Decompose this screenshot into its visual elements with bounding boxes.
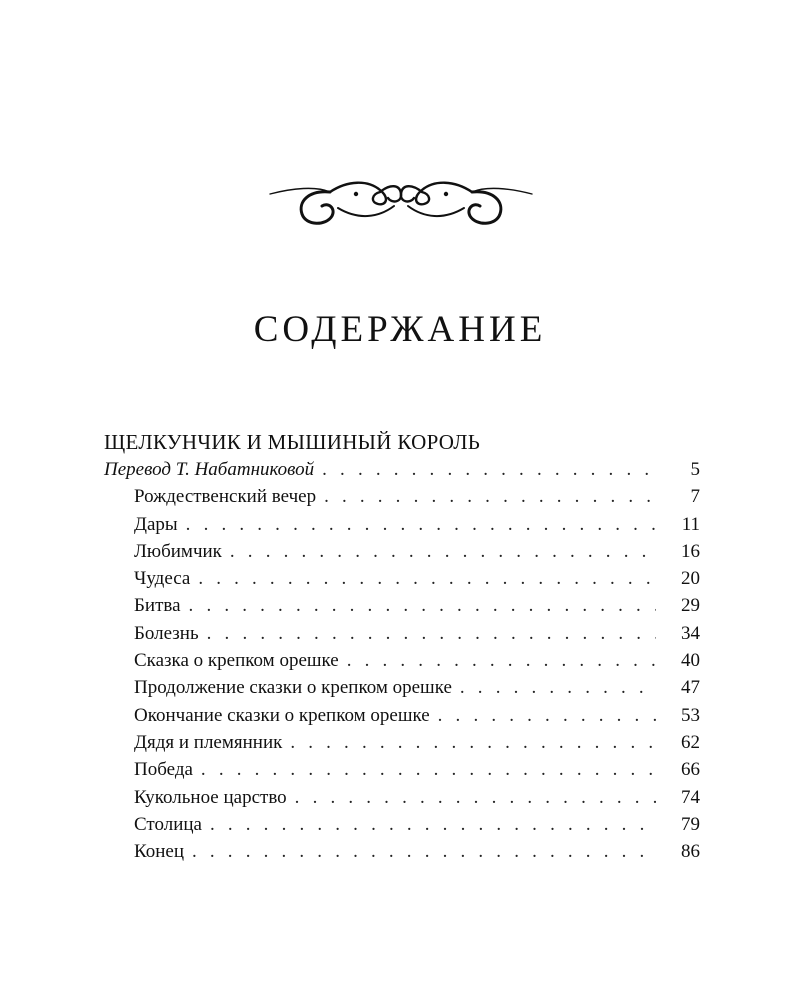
toc-entry-translator[interactable] xyxy=(104,456,700,483)
dot-leader xyxy=(324,483,656,510)
dot-leader xyxy=(347,647,656,674)
toc-page-number: 34 xyxy=(681,622,700,644)
toc-entry-label: Продолжение сказки о крепком орешке xyxy=(134,677,452,699)
toc-entry-label: Рождественский вечер xyxy=(134,486,317,508)
table-of-contents xyxy=(104,456,700,865)
toc-page-number: 20 xyxy=(681,568,700,590)
toc-page-number: 29 xyxy=(681,595,700,617)
toc-entry-label: Любимчик xyxy=(134,540,222,562)
toc-entry-label: Чудеса xyxy=(134,568,191,590)
toc-entry-label: Кукольное царство xyxy=(134,786,287,808)
toc-page-number: 5 xyxy=(690,459,700,480)
dot-leader xyxy=(192,838,656,865)
toc-page-number: 53 xyxy=(681,704,700,726)
toc-page-number: 11 xyxy=(681,513,700,535)
toc-entry[interactable] xyxy=(104,538,700,565)
toc-entry[interactable] xyxy=(104,702,700,729)
toc-entry[interactable] xyxy=(104,674,700,701)
dot-leader xyxy=(207,620,656,647)
toc-entry[interactable] xyxy=(104,592,700,619)
toc-entry[interactable] xyxy=(104,784,700,811)
toc-entry[interactable] xyxy=(104,511,700,538)
swirl-ornament-icon xyxy=(268,172,534,232)
toc-entry[interactable] xyxy=(104,647,700,674)
toc-entry-label: Дядя и племянник xyxy=(134,731,283,753)
toc-page-number: 62 xyxy=(681,731,700,753)
page-title: СОДЕРЖАНИЕ xyxy=(253,309,547,350)
toc-page-number: 74 xyxy=(681,786,700,808)
toc-page-number: 16 xyxy=(681,540,700,562)
toc-entry[interactable] xyxy=(104,729,700,756)
dot-leader xyxy=(460,674,656,701)
toc-entry[interactable] xyxy=(104,756,700,783)
toc-entry-label: Конец xyxy=(134,841,184,863)
toc-entry-label: Болезнь xyxy=(134,622,199,644)
dot-leader xyxy=(210,811,656,838)
toc-entry-label: Окончание сказки о крепком орешке xyxy=(134,704,430,726)
toc-page-number: 79 xyxy=(681,813,700,835)
dot-leader xyxy=(290,729,656,756)
toc-entry-label: Битва xyxy=(134,595,181,617)
toc-entry[interactable] xyxy=(104,811,700,838)
toc-entry-label: Сказка о крепком орешке xyxy=(134,650,339,672)
dot-leader xyxy=(295,784,656,811)
toc-page-number: 40 xyxy=(681,650,700,672)
dot-leader xyxy=(438,702,656,729)
dot-leader xyxy=(198,565,656,592)
dot-leader xyxy=(322,456,656,483)
toc-entry[interactable] xyxy=(104,838,700,865)
toc-entry-label: Перевод Т. Набатниковой xyxy=(104,459,315,480)
toc-page-number: 47 xyxy=(681,677,700,699)
toc-page-number: 66 xyxy=(681,759,700,781)
dot-leader xyxy=(186,511,656,538)
toc-page-number: 7 xyxy=(690,486,700,508)
toc-entry[interactable] xyxy=(104,620,700,647)
section-title: ЩЕЛКУНЧИК И МЫШИНЫЙ КОРОЛЬ xyxy=(104,430,481,454)
toc-page-number: 86 xyxy=(681,841,700,863)
dot-leader xyxy=(189,592,656,619)
dot-leader xyxy=(230,538,656,565)
toc-entry-label: Дары xyxy=(134,513,178,535)
toc-entry[interactable] xyxy=(104,483,700,510)
toc-entry-label: Победа xyxy=(134,759,193,781)
toc-entry[interactable] xyxy=(104,565,700,592)
dot-leader xyxy=(201,756,656,783)
toc-entry-label: Столица xyxy=(134,813,202,835)
